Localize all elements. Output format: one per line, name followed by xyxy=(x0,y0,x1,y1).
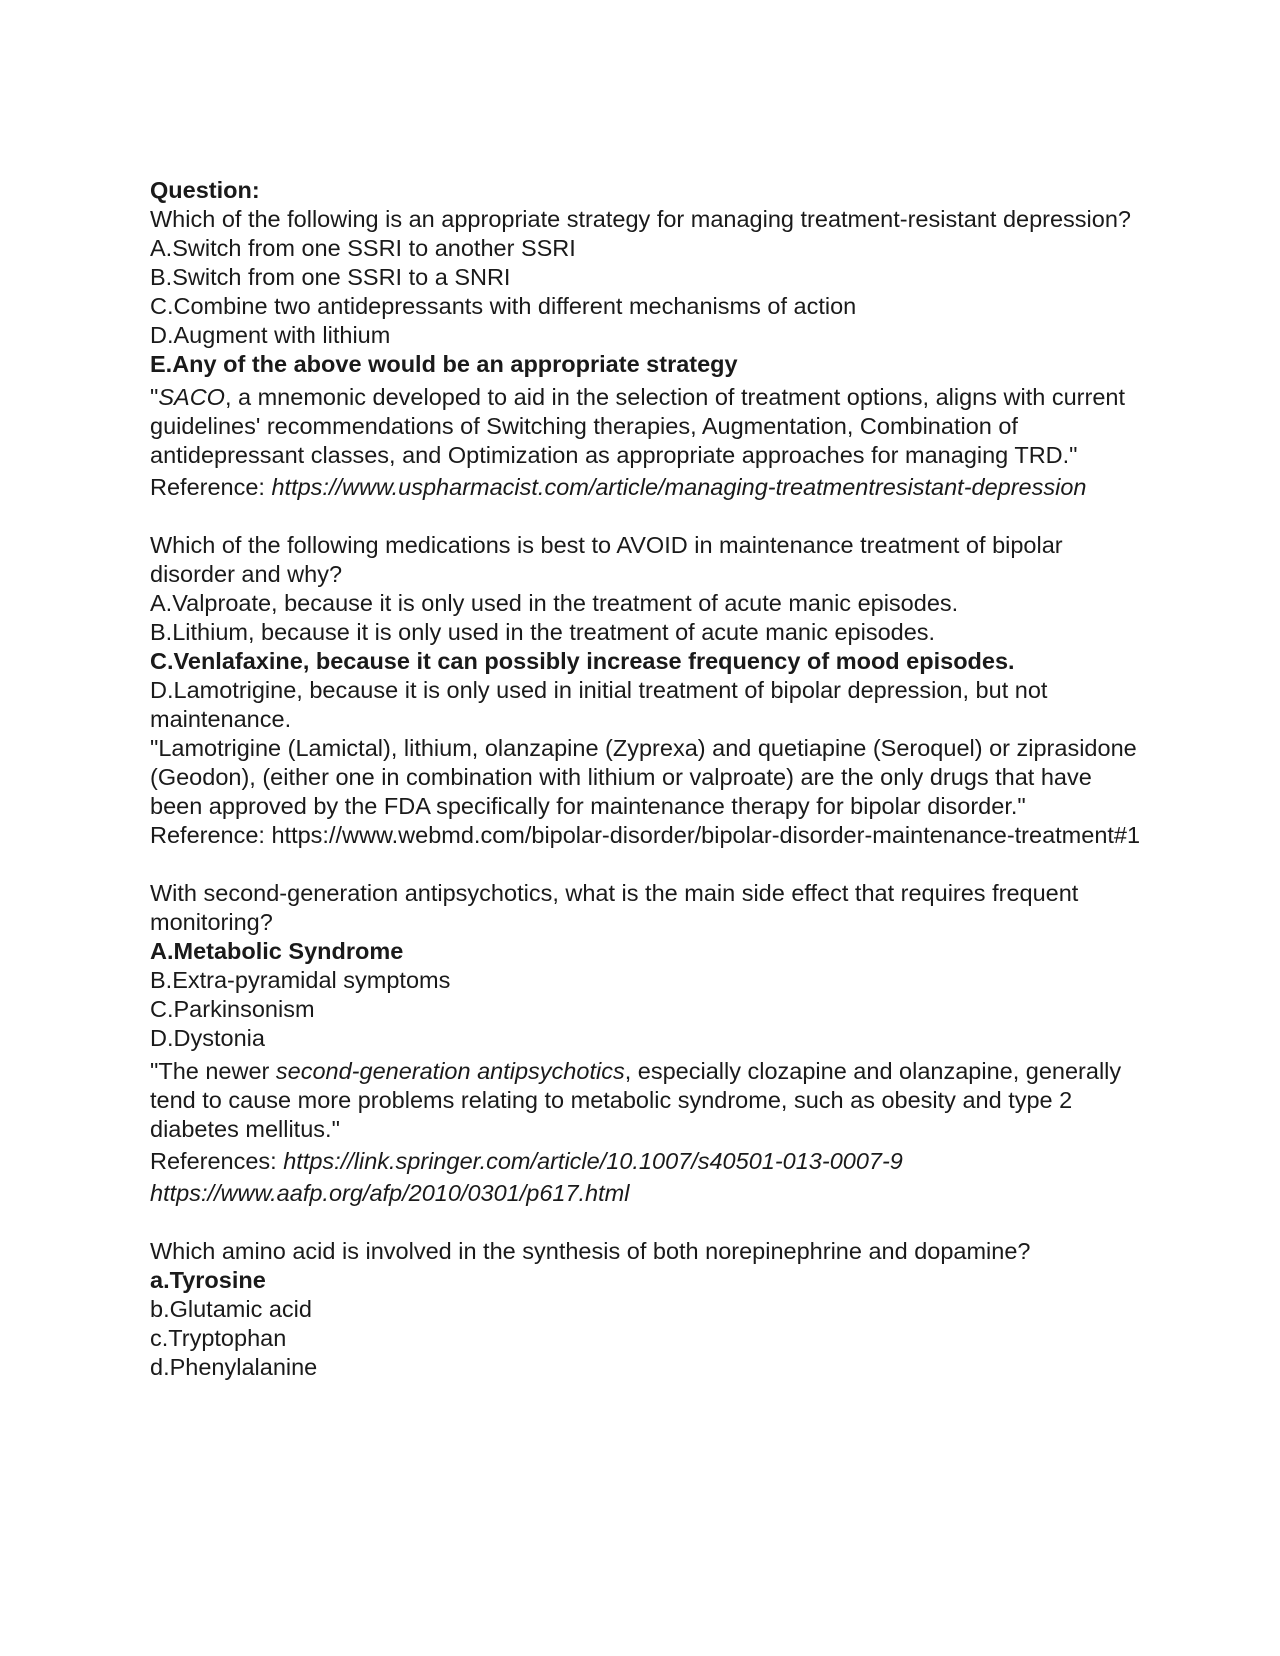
option-d: d.Phenylalanine xyxy=(150,1354,318,1380)
reference-url-2: https://www.aafp.org/afp/2010/0301/p617.html xyxy=(150,1180,630,1206)
question-stem: Which amino acid is involved in the synthesis of both norepinephrine and dopamine? xyxy=(150,1238,1031,1264)
option-d: D.Augment with lithium xyxy=(150,322,391,348)
reference-url: https://www.uspharmacist.com/article/managing-treatmentresistant-depression xyxy=(271,474,1087,500)
question-stem: Which of the following is an appropriate strategy for managing treatment-resistant depression? xyxy=(150,206,1131,232)
explanation-quote xyxy=(150,383,1150,470)
option-d: D.Lamotrigine, because it is only used in initial treatment of bipolar depression, but not maintenance. xyxy=(150,677,1048,732)
reference-label: References: xyxy=(150,1148,284,1174)
explanation-quote xyxy=(150,1057,1150,1144)
option-a: A.Valproate, because it is only used in the treatment of acute manic episodes. xyxy=(150,590,959,616)
question-stem: With second-generation antipsychotics, what is the main side effect that requires frequent monitoring? xyxy=(150,880,1079,935)
reference-url-1: https://link.springer.com/article/10.1007/s40501-013-0007-9 xyxy=(283,1148,903,1174)
quote-rest: , especially clozapine and olanzapine, generally tend to cause more problems relating to metabolic syndrome, such as obesity and type 2 diabetes mellitus." xyxy=(150,1058,1122,1142)
correct-answer: A.Metabolic Syndrome xyxy=(150,938,404,964)
reference-label: Reference: xyxy=(150,474,272,500)
option-c: c.Tryptophan xyxy=(150,1325,287,1351)
correct-answer: a.Tyrosine xyxy=(150,1267,266,1293)
question-heading: Question: xyxy=(150,177,260,203)
reference: Reference: https://www.webmd.com/bipolar-disorder/bipolar-disorder-maintenance-treatment#1 xyxy=(150,822,1141,848)
option-b: B.Lithium, because it is only used in the treatment of acute manic episodes. xyxy=(150,619,936,645)
option-b: B.Extra-pyramidal symptoms xyxy=(150,967,451,993)
question-3 xyxy=(150,879,1150,1208)
option-a: A.Switch from one SSRI to another SSRI xyxy=(150,235,576,261)
option-b: B.Switch from one SSRI to a SNRI xyxy=(150,264,511,290)
document-page xyxy=(150,176,1150,1382)
quote-open: " xyxy=(150,384,159,410)
reference xyxy=(150,1147,1150,1176)
correct-answer: E.Any of the above would be an appropriate strategy xyxy=(150,351,738,377)
question-stem: Which of the following medications is best to AVOID in maintenance treatment of bipolar disorder and why? xyxy=(150,532,1063,587)
quote-term: SACO xyxy=(158,384,225,410)
question-4 xyxy=(150,1237,1150,1382)
option-d: D.Dystonia xyxy=(150,1025,265,1051)
question-1 xyxy=(150,176,1150,502)
option-b: b.Glutamic acid xyxy=(150,1296,312,1322)
quote-term: second-generation antipsychotics xyxy=(275,1058,625,1084)
option-c: C.Parkinsonism xyxy=(150,996,315,1022)
reference xyxy=(150,473,1150,502)
question-2 xyxy=(150,531,1150,850)
quote-start: "The newer xyxy=(150,1058,276,1084)
correct-answer: C.Venlafaxine, because it can possibly increase frequency of mood episodes. xyxy=(150,648,1015,674)
quote-rest: , a mnemonic developed to aid in the selection of treatment options, aligns with current guidelines' recommendations of Switching therapies, Augmentation, Combination of antidepressant classes, and Optimization as appropriate approaches for managing TRD." xyxy=(150,384,1125,468)
explanation-quote: "Lamotrigine (Lamictal), lithium, olanzapine (Zyprexa) and quetiapine (Seroquel) or ziprasidone (Geodon), (either one in combination with lithium or valproate) are the only drugs that have been approved by the FDA specifically for maintenance therapy for bipolar disorder." xyxy=(150,735,1137,819)
option-c: C.Combine two antidepressants with different mechanisms of action xyxy=(150,293,857,319)
